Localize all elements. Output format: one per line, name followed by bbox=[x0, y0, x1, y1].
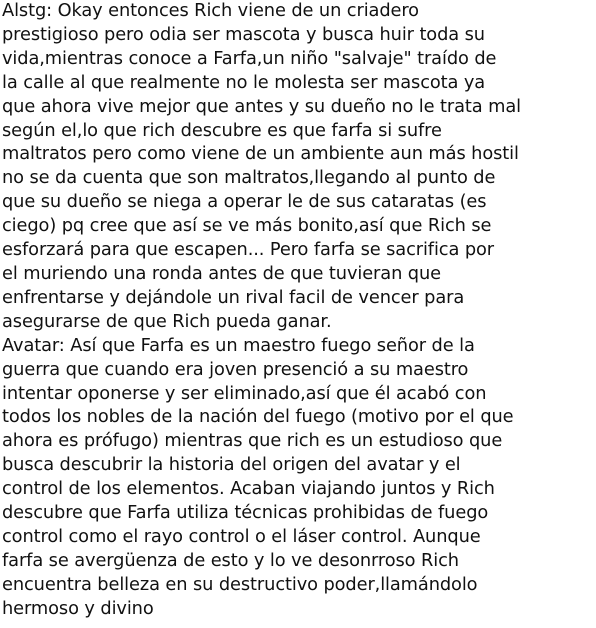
text-line: ciego) pq cree que así se ve más bonito,así que Rich se bbox=[2, 215, 492, 237]
text-line: esforzará para que escapen... Pero farfa se sacrifica por bbox=[2, 239, 495, 261]
text-line: maltratos pero como viene de un ambiente aun más hostil bbox=[2, 143, 519, 165]
text-line: la calle al que realmente no le molesta ser mascota ya bbox=[2, 71, 486, 93]
text-line: enfrentarse y dejándole un rival facil de vencer para bbox=[2, 286, 465, 308]
text-line: no se da cuenta que son maltratos,llegando al punto de bbox=[2, 167, 496, 189]
text-line: farfa se avergüenza de esto y lo ve desonrroso Rich bbox=[2, 549, 459, 571]
text-line: prestigioso pero odia ser mascota y busca huir toda su bbox=[2, 23, 485, 45]
text-line: todos los nobles de la nación del fuego (motivo por el que bbox=[2, 406, 514, 428]
text-line: que su dueño se niega a operar le de sus cataratas (es bbox=[2, 191, 487, 213]
text-line: descubre que Farfa utiliza técnicas prohibidas de fuego bbox=[2, 502, 489, 524]
text-line: control de los elementos. Acaban viajando juntos y Rich bbox=[2, 478, 495, 500]
text-line: que ahora vive mejor que antes y su dueño no le trata mal bbox=[2, 95, 521, 117]
text-line: el muriendo una ronda antes de que tuvieran que bbox=[2, 262, 441, 284]
text-line: Alstg: Okay entonces Rich viene de un criadero bbox=[2, 0, 419, 21]
text-line: guerra que cuando era joven presenció a su maestro bbox=[2, 358, 469, 380]
text-line: hermoso y divino bbox=[2, 597, 154, 619]
text-line: vida,mientras conoce a Farfa,un niño "salvaje" traído de bbox=[2, 47, 497, 69]
paragraph-alstg bbox=[2, 0, 594, 334]
text-line: asegurarse de que Rich pueda ganar. bbox=[2, 310, 332, 332]
text-line: según el,lo que rich descubre es que farfa si sufre bbox=[2, 119, 442, 141]
text-line: ahora es prófugo) mientras que rich es un estudioso que bbox=[2, 430, 503, 452]
text-line: encuentra belleza en su destructivo poder,llamándolo bbox=[2, 573, 478, 595]
paragraph-avatar bbox=[2, 334, 594, 621]
text-line: Avatar: Así que Farfa es un maestro fuego señor de la bbox=[2, 334, 475, 356]
text-line: control como el rayo control o el láser control. Aunque bbox=[2, 525, 481, 547]
text-line: busca descubrir la historia del origen del avatar y el bbox=[2, 454, 461, 476]
text-line: intentar oponerse y ser eliminado,así que él acabó con bbox=[2, 382, 487, 404]
text-content bbox=[2, 0, 594, 621]
